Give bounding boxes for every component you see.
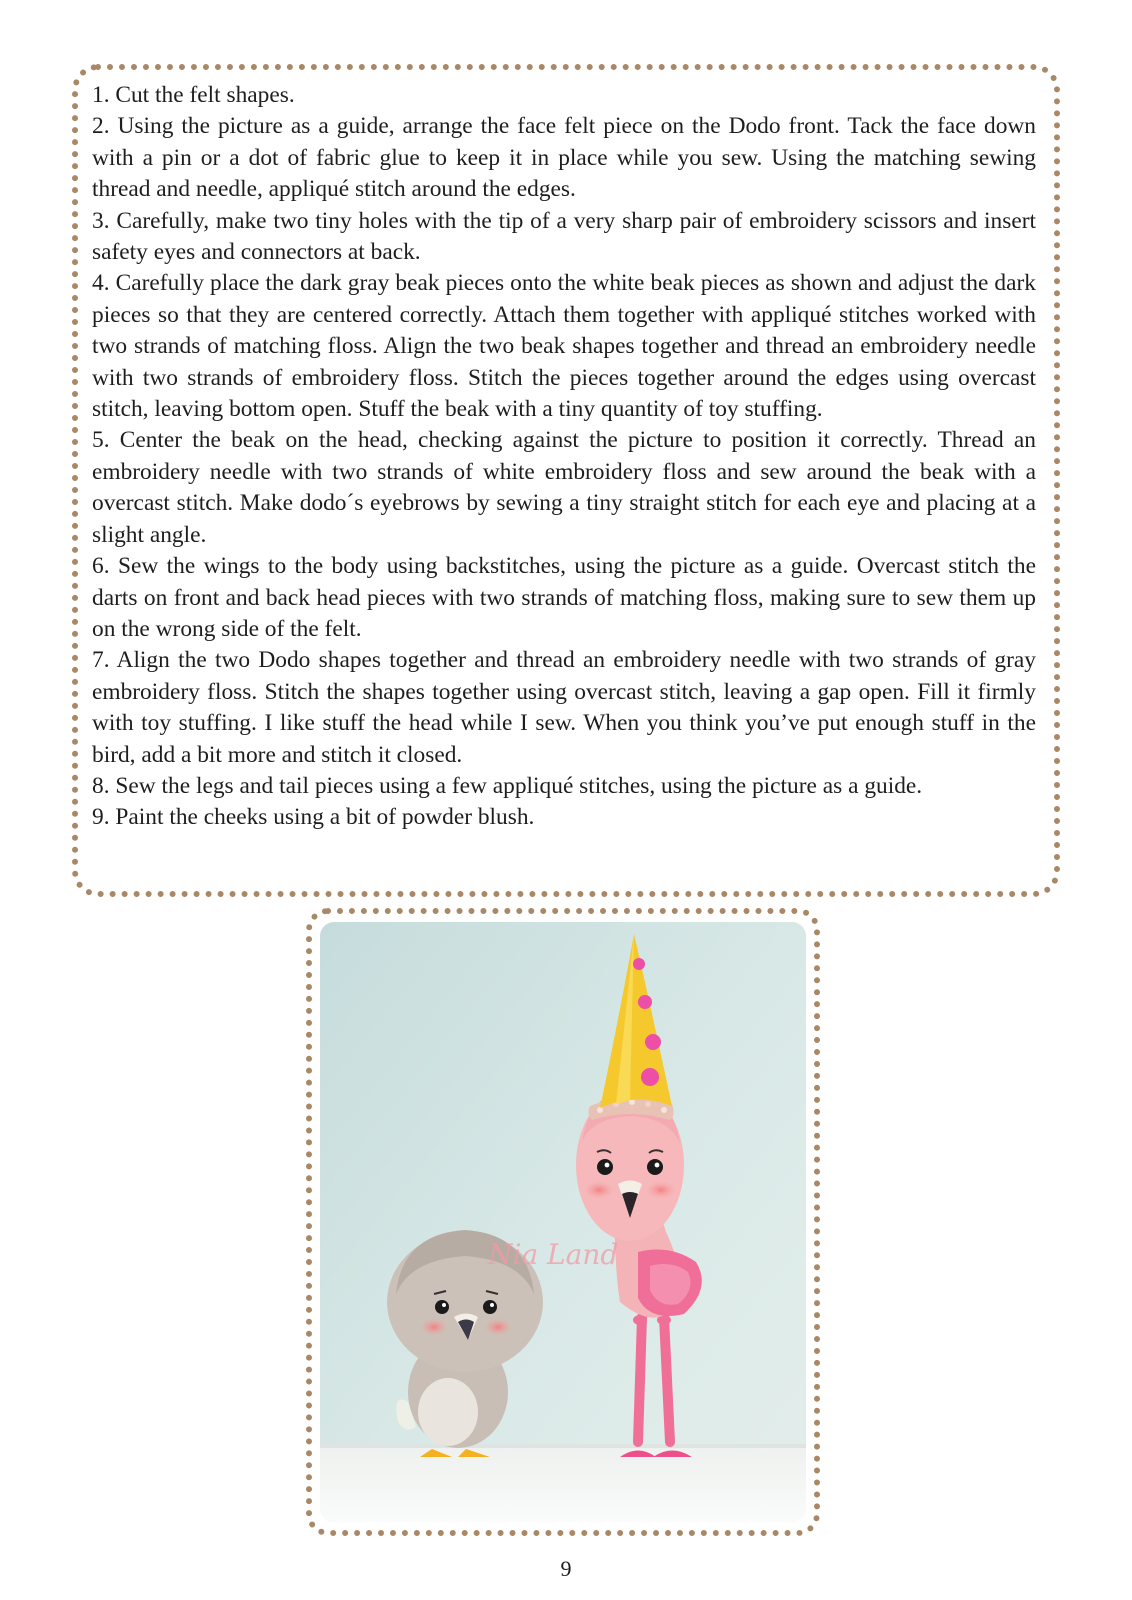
instructions-box xyxy=(72,64,1060,897)
instruction-steps xyxy=(92,80,1036,834)
step-9: 9. Paint the cheeks using a bit of powder blush. xyxy=(92,804,535,831)
photo-watermark: Nia Land xyxy=(488,1238,619,1271)
felt-toys-photo xyxy=(320,922,806,1522)
step-1: 1. Cut the felt shapes. xyxy=(92,82,295,108)
step-3: 3. Carefully, make two tiny holes with the tip of a very sharp pair of embroidery scissors and insert safety eyes and connectors at back. xyxy=(92,207,1036,266)
page-number: 9 xyxy=(560,1556,572,1581)
step-5: 5. Center the beak on the head, checking against the picture to position it correctly. Thread an embroidery needle with two strands of white embroidery floss and sew around the beak with a overcast stitch. Make dodo´s eyebrows by sewing a tiny straight stitch for each eye and placing at a slight angle. xyxy=(92,427,1036,548)
photo-frame xyxy=(306,908,820,1536)
step-4: 4. Carefully place the dark gray beak pieces onto the white beak pieces as shown and adjust the dark pieces so that they are centered correctly. Attach them together with appliqué stitches worked with two strands of matching floss. Align the two beak shapes together and thread an embroidery needle with two strands of embroidery floss. Stitch the pieces together around the edges using overcast stitch, leaving bottom open. Stuff the beak with a tiny quantity of toy stuffing. xyxy=(92,270,1036,423)
step-8: 8. Sew the legs and tail pieces using a few appliqué stitches, using the picture as a guide. xyxy=(92,772,923,799)
step-2: 2. Using the picture as a guide, arrange the face felt piece on the Dodo front. Tack the face down with a pin or a dot of fabric glue to keep it in place while you sew. Using the matching sewing thread and needle, appliqué stitch around the edges. xyxy=(92,113,1036,203)
step-6: 6. Sew the wings to the body using backstitches, using the picture as a guide. Overcast stitch the darts on front and back head pieces with two strands of matching floss, making sure to sew them up on the wrong side of the felt. xyxy=(92,553,1036,642)
step-7: 7. Align the two Dodo shapes together and thread an embroidery needle with two strands of gray embroidery floss. Stitch the shapes together using overcast stitch, leaving a gap open. Fill it firmly with toy stuffing. I like stuff the head while I sew. When you think you’ve put enough stuff in the bird, add a bit more and stitch it closed. xyxy=(92,647,1036,768)
